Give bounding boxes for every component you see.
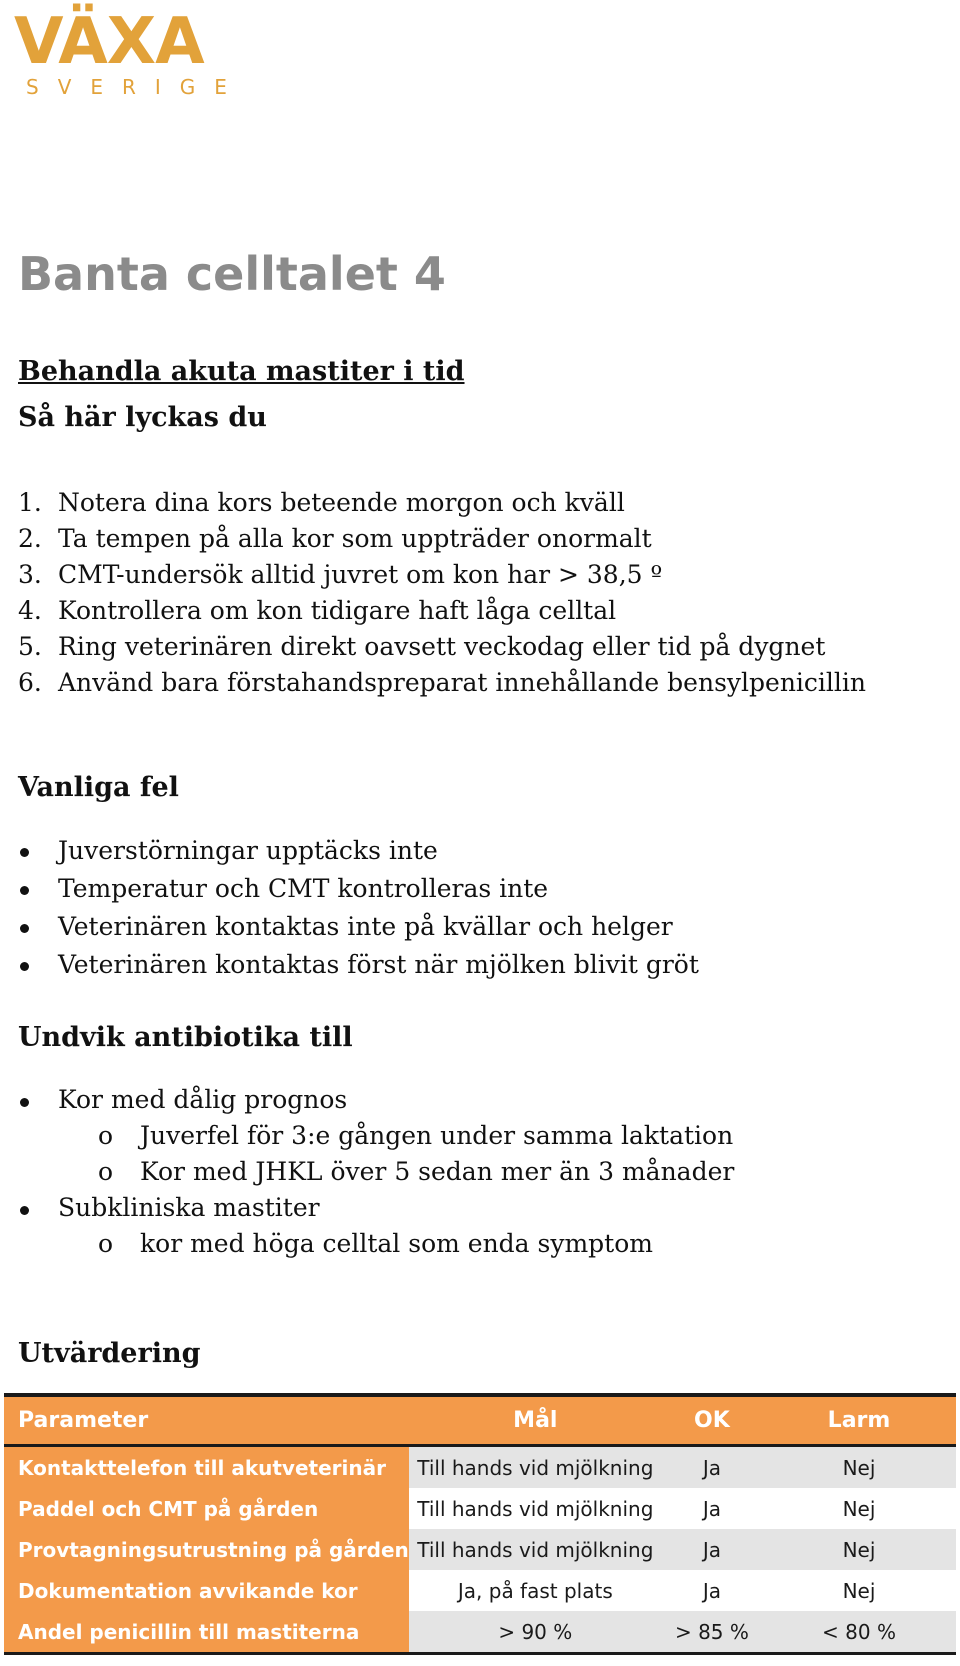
cell-alarm: Nej <box>762 1488 956 1529</box>
cell-alarm: Nej <box>762 1529 956 1570</box>
table-row <box>4 1488 956 1529</box>
avoid-subitem <box>18 1154 734 1190</box>
step-text: Använd bara förstahandspreparat innehållande bensylpenicillin <box>58 668 866 697</box>
avoid-subtext: Juverfel för 3:e gången under samma laktation <box>140 1121 734 1150</box>
cell-goal: Till hands vid mjölkning <box>409 1529 662 1570</box>
errors-heading: Vanliga fel <box>18 772 179 803</box>
section-heading-main: Behandla akuta mastiter i tid <box>18 356 465 387</box>
header-ok: OK <box>662 1395 762 1446</box>
step-item <box>18 521 866 557</box>
step-number: 5. <box>18 632 42 661</box>
bullet-icon <box>20 1206 29 1215</box>
steps-list <box>18 485 866 701</box>
error-item <box>18 908 699 946</box>
cell-parameter: Kontakttelefon till akutveterinär <box>4 1446 409 1489</box>
cell-ok: > 85 % <box>662 1611 762 1654</box>
logo-subtitle: SVERIGE <box>26 75 246 99</box>
avoid-subtext: Kor med JHKL över 5 sedan mer än 3 månader <box>140 1157 735 1186</box>
cell-ok: Ja <box>662 1488 762 1529</box>
table-header-row <box>4 1395 956 1446</box>
bullet-icon <box>20 848 29 857</box>
header-alarm: Larm <box>762 1395 956 1446</box>
error-text: Veterinären kontaktas först när mjölken blivit gröt <box>58 950 699 979</box>
avoid-item <box>18 1190 734 1226</box>
bullet-icon <box>20 924 29 933</box>
step-number: 3. <box>18 560 42 589</box>
circle-bullet-icon: o <box>98 1229 114 1258</box>
errors-list <box>18 832 699 984</box>
header-goal: Mål <box>409 1395 662 1446</box>
cell-alarm: Nej <box>762 1570 956 1611</box>
avoid-subitem <box>18 1118 734 1154</box>
table-row <box>4 1611 956 1654</box>
avoid-subtext: kor med höga celltal som enda symptom <box>140 1229 653 1258</box>
step-text: CMT-undersök alltid juvret om kon har > 38,5 º <box>58 560 663 589</box>
step-item <box>18 485 866 521</box>
error-item <box>18 870 699 908</box>
circle-bullet-icon: o <box>98 1157 114 1186</box>
cell-parameter: Dokumentation avvikande kor <box>4 1570 409 1611</box>
step-text: Notera dina kors beteende morgon och kväll <box>58 488 625 517</box>
cell-goal: Ja, på fast plats <box>409 1570 662 1611</box>
step-item <box>18 629 866 665</box>
avoid-text: Kor med dålig prognos <box>58 1085 348 1114</box>
avoid-list <box>18 1082 734 1262</box>
step-number: 1. <box>18 488 42 517</box>
cell-alarm: Nej <box>762 1446 956 1489</box>
bullet-icon <box>20 886 29 895</box>
logo-wordmark: VÄXA <box>14 5 204 79</box>
bullet-icon <box>20 962 29 971</box>
eval-heading: Utvärdering <box>18 1338 201 1369</box>
table-row <box>4 1446 956 1489</box>
step-number: 4. <box>18 596 42 625</box>
step-item <box>18 665 866 701</box>
avoid-item <box>18 1082 734 1118</box>
cell-ok: Ja <box>662 1529 762 1570</box>
avoid-text: Subkliniska mastiter <box>58 1193 320 1222</box>
step-item <box>18 557 866 593</box>
table-row <box>4 1570 956 1611</box>
cell-parameter: Paddel och CMT på gården <box>4 1488 409 1529</box>
bullet-icon <box>20 1098 29 1107</box>
step-text: Ring veterinären direkt oavsett veckodag eller tid på dygnet <box>58 632 826 661</box>
circle-bullet-icon: o <box>98 1121 114 1150</box>
error-text: Temperatur och CMT kontrolleras inte <box>58 874 549 903</box>
error-text: Juverstörningar upptäcks inte <box>58 836 438 865</box>
step-number: 2. <box>18 524 42 553</box>
avoid-subitem <box>18 1226 734 1262</box>
cell-parameter: Provtagningsutrustning på gården <box>4 1529 409 1570</box>
avoid-heading: Undvik antibiotika till <box>18 1022 353 1053</box>
step-text: Ta tempen på alla kor som uppträder onormalt <box>58 524 652 553</box>
cell-goal: > 90 % <box>409 1611 662 1654</box>
header-parameter: Parameter <box>4 1395 409 1446</box>
step-item <box>18 593 866 629</box>
evaluation-table <box>4 1393 956 1655</box>
steps-heading: Så här lyckas du <box>18 402 267 433</box>
page-title: Banta celltalet 4 <box>18 247 446 301</box>
error-text: Veterinären kontaktas inte på kvällar och helger <box>58 912 673 941</box>
table-row <box>4 1529 956 1570</box>
step-number: 6. <box>18 668 42 697</box>
cell-alarm: < 80 % <box>762 1611 956 1654</box>
vaxa-sverige-logo <box>14 5 246 100</box>
cell-goal: Till hands vid mjölkning <box>409 1446 662 1489</box>
cell-parameter: Andel penicillin till mastiterna <box>4 1611 409 1654</box>
error-item <box>18 946 699 984</box>
cell-goal: Till hands vid mjölkning <box>409 1488 662 1529</box>
cell-ok: Ja <box>662 1446 762 1489</box>
step-text: Kontrollera om kon tidigare haft låga celltal <box>58 596 617 625</box>
error-item <box>18 832 699 870</box>
cell-ok: Ja <box>662 1570 762 1611</box>
